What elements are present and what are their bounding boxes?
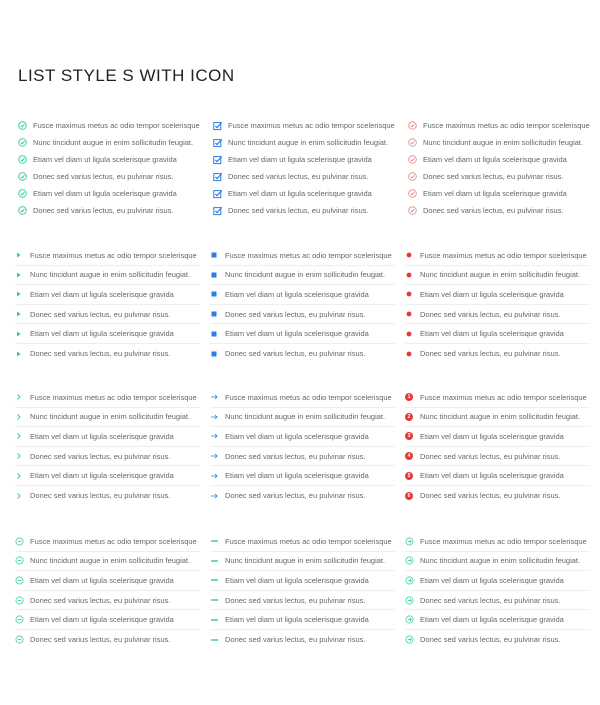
list-item: Nunc tincidunt augue in enim sollicitudin feugiat. [408,134,588,151]
list-item: Etiam vel diam ut ligula scelerisque gravida [15,610,200,630]
arrow-right-icon [210,410,223,423]
list-item: Fusce maximus metus ac odio tempor scelerisque [213,117,393,134]
list-item: Etiam vel diam ut ligula scelerisque gravida [15,571,200,591]
list-item: Donec sed varius lectus, eu pulvinar risus. [213,168,393,185]
list-item: Fusce maximus metus ac odio tempor scelerisque [15,532,200,552]
square-icon [210,327,223,340]
list-item: Donec sed varius lectus, eu pulvinar risus. [210,591,395,611]
list-item: Fusce maximus metus ac odio tempor scelerisque [408,117,588,134]
list-item: 1 Fusce maximus metus ac odio tempor scelerisque [405,388,590,408]
arrow-right-icon [210,450,223,463]
dot-icon [405,249,418,262]
list-item: Etiam vel diam ut ligula scelerisque gravida [15,285,200,305]
dash-icon [210,613,223,626]
list-item: Donec sed varius lectus, eu pulvinar risus. [408,202,588,219]
numbered-circle-icon: 6 [405,489,418,502]
list-red-numbered [405,388,590,506]
check-circle-icon [18,187,31,200]
list-item: Etiam vel diam ut ligula scelerisque gravida [210,466,395,486]
circle-minus-icon [15,613,28,626]
numbered-circle-icon: 2 [405,410,418,423]
circle-arrow-right-icon [405,574,418,587]
checkbox-check-icon [213,153,226,166]
list-item: Donec sed varius lectus, eu pulvinar risus. [15,591,200,611]
square-icon [210,288,223,301]
triangle-right-icon [15,327,28,340]
list-blue-checkbox [213,117,393,219]
page-title: LIST STYLE S WITH ICON [18,66,235,85]
list-item: 6 Donec sed varius lectus, eu pulvinar risus. [405,486,590,506]
list-item: Donec sed varius lectus, eu pulvinar risus. [210,447,395,467]
triangle-right-icon [15,268,28,281]
list-item: Donec sed varius lectus, eu pulvinar risus. [210,305,395,325]
list-item: Nunc tincidunt augue in enim sollicitudin feugiat. [210,266,395,286]
numbered-circle-icon: 1 [405,391,418,404]
triangle-right-icon [15,308,28,321]
list-green-circle-arrow [405,532,590,650]
check-circle-outline-icon [408,136,421,149]
check-circle-outline-icon [408,119,421,132]
checkbox-check-icon [213,136,226,149]
chevron-right-icon [15,469,28,482]
check-circle-outline-icon [408,153,421,166]
check-circle-outline-icon [408,170,421,183]
list-item: 4 Donec sed varius lectus, eu pulvinar risus. [405,447,590,467]
arrow-right-icon [210,489,223,502]
chevron-right-icon [15,410,28,423]
circle-arrow-right-icon [405,613,418,626]
list-blue-arrow [210,388,395,506]
list-item: Etiam vel diam ut ligula scelerisque gravida [408,185,588,202]
chevron-right-icon [15,450,28,463]
check-circle-icon [18,119,31,132]
list-item: Etiam vel diam ut ligula scelerisque gravida [210,285,395,305]
list-item: Donec sed varius lectus, eu pulvinar risus. [15,447,200,467]
list-item: Etiam vel diam ut ligula scelerisque gravida [18,151,198,168]
list-item: 2 Nunc tincidunt augue in enim sollicitudin feugiat. [405,408,590,428]
check-circle-icon [18,170,31,183]
chevron-right-icon [15,391,28,404]
square-icon [210,308,223,321]
dash-icon [210,554,223,567]
circle-minus-icon [15,633,28,646]
list-item: Donec sed varius lectus, eu pulvinar risus. [213,202,393,219]
list-green-check [18,117,198,219]
list-item: Nunc tincidunt augue in enim sollicitudin feugiat. [210,552,395,572]
list-green-triangle [15,246,200,364]
circle-minus-icon [15,574,28,587]
chevron-right-icon [15,489,28,502]
list-item: Etiam vel diam ut ligula scelerisque gravida [408,151,588,168]
square-icon [210,347,223,360]
list-item: Etiam vel diam ut ligula scelerisque gravida [210,324,395,344]
list-item: Etiam vel diam ut ligula scelerisque gravida [15,466,200,486]
list-item: Etiam vel diam ut ligula scelerisque gravida [405,324,590,344]
list-item: Etiam vel diam ut ligula scelerisque gravida [15,324,200,344]
list-item: Nunc tincidunt augue in enim sollicitudin feugiat. [15,408,200,428]
checkbox-check-icon [213,204,226,217]
arrow-right-icon [210,430,223,443]
list-item: Donec sed varius lectus, eu pulvinar risus. [210,486,395,506]
dash-icon [210,633,223,646]
square-icon [210,268,223,281]
list-item: Nunc tincidunt augue in enim sollicitudin feugiat. [15,552,200,572]
list-item: Donec sed varius lectus, eu pulvinar risus. [15,305,200,325]
list-item: Donec sed varius lectus, eu pulvinar risus. [405,630,590,650]
triangle-right-icon [15,249,28,262]
list-item: Nunc tincidunt augue in enim sollicitudin feugiat. [405,552,590,572]
list-item: Nunc tincidunt augue in enim sollicitudin feugiat. [210,408,395,428]
list-item: 5 Etiam vel diam ut ligula scelerisque gravida [405,466,590,486]
dot-icon [405,268,418,281]
list-item: Fusce maximus metus ac odio tempor scelerisque [210,246,395,266]
numbered-circle-icon: 5 [405,469,418,482]
circle-minus-icon [15,554,28,567]
circle-arrow-right-icon [405,594,418,607]
list-item: 3 Etiam vel diam ut ligula scelerisque gravida [405,427,590,447]
list-item: Donec sed varius lectus, eu pulvinar risus. [405,305,590,325]
list-item: Etiam vel diam ut ligula scelerisque gravida [405,285,590,305]
circle-minus-icon [15,535,28,548]
list-item: Donec sed varius lectus, eu pulvinar risus. [405,591,590,611]
checkbox-check-icon [213,170,226,183]
list-item: Nunc tincidunt augue in enim sollicitudin feugiat. [405,266,590,286]
checkbox-check-icon [213,187,226,200]
dot-icon [405,308,418,321]
list-item: Fusce maximus metus ac odio tempor scelerisque [15,388,200,408]
circle-arrow-right-icon [405,633,418,646]
triangle-right-icon [15,288,28,301]
list-item: Etiam vel diam ut ligula scelerisque gravida [210,610,395,630]
list-item: Nunc tincidunt augue in enim sollicitudin feugiat. [18,134,198,151]
list-item: Etiam vel diam ut ligula scelerisque gravida [405,571,590,591]
list-item: Donec sed varius lectus, eu pulvinar risus. [15,344,200,364]
checkbox-check-icon [213,119,226,132]
list-item: Donec sed varius lectus, eu pulvinar risus. [210,630,395,650]
list-item: Etiam vel diam ut ligula scelerisque gravida [15,427,200,447]
numbered-circle-icon: 4 [405,450,418,463]
list-item: Donec sed varius lectus, eu pulvinar risus. [18,168,198,185]
circle-arrow-right-icon [405,554,418,567]
list-red-check-outline [408,117,588,219]
triangle-right-icon [15,347,28,360]
list-item: Donec sed varius lectus, eu pulvinar risus. [408,168,588,185]
list-item: Etiam vel diam ut ligula scelerisque gravida [405,610,590,630]
arrow-right-icon [210,469,223,482]
list-item: Fusce maximus metus ac odio tempor scelerisque [405,532,590,552]
list-item: Donec sed varius lectus, eu pulvinar risus. [15,630,200,650]
list-red-dot [405,246,590,364]
list-item: Fusce maximus metus ac odio tempor scelerisque [15,246,200,266]
list-item: Donec sed varius lectus, eu pulvinar risus. [15,486,200,506]
list-item: Etiam vel diam ut ligula scelerisque gravida [210,427,395,447]
list-item: Fusce maximus metus ac odio tempor scelerisque [18,117,198,134]
dot-icon [405,288,418,301]
dash-icon [210,594,223,607]
list-green-chevron [15,388,200,506]
check-circle-icon [18,153,31,166]
list-item: Donec sed varius lectus, eu pulvinar risus. [210,344,395,364]
list-item: Fusce maximus metus ac odio tempor scelerisque [405,246,590,266]
circle-minus-icon [15,594,28,607]
list-blue-square [210,246,395,364]
arrow-right-icon [210,391,223,404]
list-item: Nunc tincidunt augue in enim sollicitudin feugiat. [213,134,393,151]
dot-icon [405,327,418,340]
list-green-dash [210,532,395,650]
check-circle-outline-icon [408,187,421,200]
list-item: Fusce maximus metus ac odio tempor scelerisque [210,532,395,552]
check-circle-outline-icon [408,204,421,217]
list-item: Donec sed varius lectus, eu pulvinar risus. [405,344,590,364]
dash-icon [210,535,223,548]
circle-arrow-right-icon [405,535,418,548]
square-icon [210,249,223,262]
list-green-circle-minus [15,532,200,650]
chevron-right-icon [15,430,28,443]
list-item: Donec sed varius lectus, eu pulvinar risus. [18,202,198,219]
numbered-circle-icon: 3 [405,430,418,443]
check-circle-icon [18,136,31,149]
list-item: Etiam vel diam ut ligula scelerisque gravida [213,185,393,202]
list-item: Etiam vel diam ut ligula scelerisque gravida [18,185,198,202]
list-item: Nunc tincidunt augue in enim sollicitudin feugiat. [15,266,200,286]
check-circle-icon [18,204,31,217]
list-item: Etiam vel diam ut ligula scelerisque gravida [213,151,393,168]
dash-icon [210,574,223,587]
dot-icon [405,347,418,360]
list-item: Fusce maximus metus ac odio tempor scelerisque [210,388,395,408]
list-item: Etiam vel diam ut ligula scelerisque gravida [210,571,395,591]
